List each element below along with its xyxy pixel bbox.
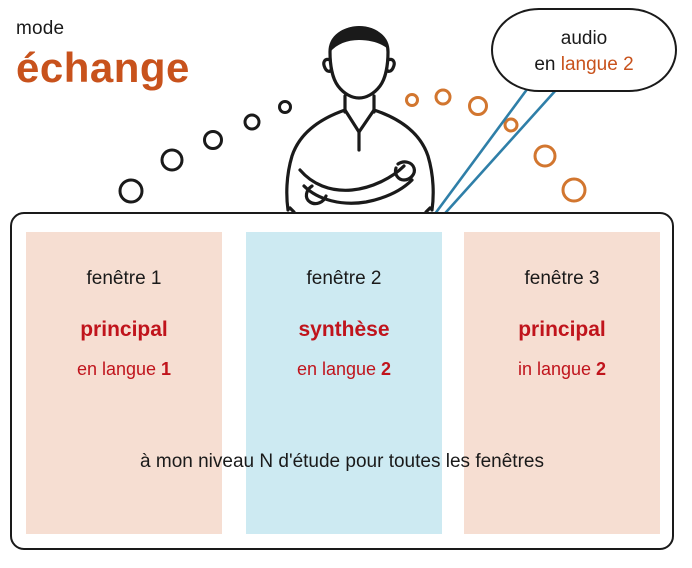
window-3-kind: principal (518, 318, 606, 341)
panel-footnote: à mon niveau N d'étude pour toutes les fenêtres (140, 451, 544, 472)
mode-label: mode (16, 18, 65, 39)
window-1-language-number: 1 (161, 359, 172, 379)
window-3-language-number: 2 (596, 359, 607, 379)
window-column-2 (246, 232, 442, 534)
speech-bubble (491, 8, 677, 92)
window-2-title: fenêtre 2 (306, 268, 382, 289)
window-2-language-number: 2 (381, 359, 392, 379)
speech-bubble-line2 (491, 52, 677, 78)
window-column-3 (464, 232, 660, 534)
window-column-1 (26, 232, 222, 534)
window-1-language-prefix: en langue (76, 359, 162, 379)
window-1-kind: principal (80, 318, 168, 341)
windows-panel (10, 212, 674, 550)
speech-bubble-line2-accent: langue 2 (560, 54, 634, 75)
window-3-title: fenêtre 3 (524, 268, 600, 289)
window-2-language-prefix: en langue (296, 359, 382, 379)
window-2-kind: synthèse (298, 318, 390, 341)
window-1-title: fenêtre 1 (86, 268, 162, 289)
window-3-language-prefix: in langue (517, 359, 597, 379)
window-1-language (26, 359, 222, 380)
window-3-language (464, 359, 660, 380)
page-title: échange (16, 44, 190, 91)
speech-bubble-text (491, 26, 677, 78)
speech-bubble-line1: audio (560, 28, 608, 49)
window-2-language (246, 359, 442, 380)
speech-bubble-line2-prefix: en (534, 54, 561, 75)
